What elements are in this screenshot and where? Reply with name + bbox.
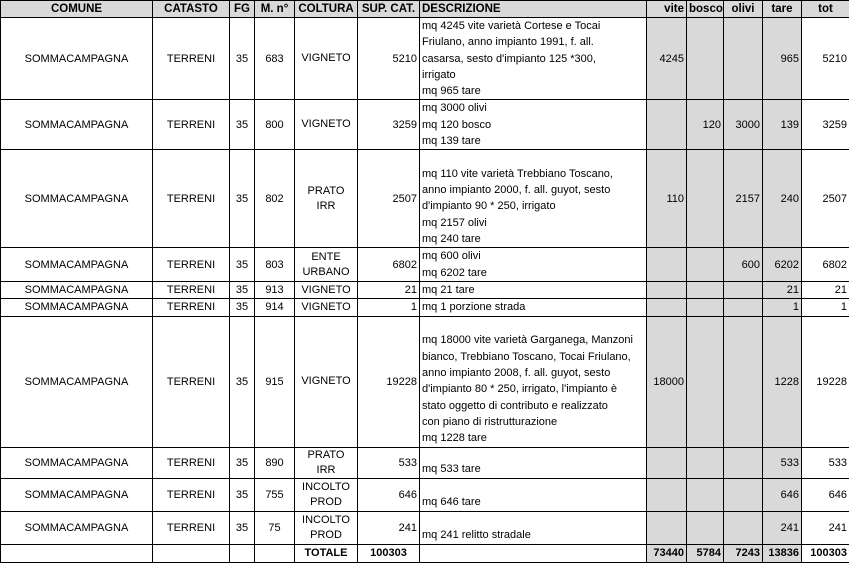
cell-tot: 19228	[802, 316, 849, 447]
cell-comune: SOMMACAMPAGNA	[1, 299, 153, 316]
cell-fg: 35	[230, 299, 255, 316]
cell-mn: 890	[255, 447, 295, 478]
description-line: d'impianto 90 * 250, irrigato	[422, 198, 644, 214]
cell-fg: 35	[230, 18, 255, 100]
total-olivi: 7243	[724, 544, 763, 562]
cell-olivi	[724, 447, 763, 478]
description-line: mq 646 tare	[422, 494, 644, 510]
description-line: stato oggetto di contributo e realizzato	[422, 398, 644, 414]
cell-olivi	[724, 511, 763, 544]
description-line: bianco, Trebbiano Toscano, Tocai Friulano,	[422, 349, 644, 365]
cell-descrizione	[420, 316, 647, 447]
cell-mn: 755	[255, 478, 295, 511]
description-line: mq 3000 olivi	[422, 100, 644, 116]
cell-bosco	[687, 299, 724, 316]
cell-sup: 19228	[358, 316, 420, 447]
cell-mn: 914	[255, 299, 295, 316]
header-bosco: bosco	[687, 1, 724, 18]
cell-coltura: ENTE URBANO	[295, 248, 358, 282]
description-line: mq 533 tare	[422, 461, 644, 477]
cell-sup: 3259	[358, 100, 420, 150]
total-bosco: 5784	[687, 544, 724, 562]
cell-comune: SOMMACAMPAGNA	[1, 100, 153, 150]
cell-sup: 533	[358, 447, 420, 478]
cell-comune: SOMMACAMPAGNA	[1, 316, 153, 447]
cell-comune: SOMMACAMPAGNA	[1, 150, 153, 248]
cell-bosco	[687, 447, 724, 478]
cell-coltura: PRATO IRR	[295, 447, 358, 478]
cell-catasto: TERRENI	[153, 281, 230, 298]
table-row	[1, 150, 849, 248]
cell-tot: 1	[802, 299, 849, 316]
cell-mn: 75	[255, 511, 295, 544]
cell-tot: 3259	[802, 100, 849, 150]
cell-bosco	[687, 248, 724, 282]
cell-tare: 1228	[763, 316, 802, 447]
description-line: mq 18000 vite varietà Garganega, Manzoni	[422, 332, 644, 348]
cell-olivi	[724, 299, 763, 316]
cell-fg: 35	[230, 511, 255, 544]
cell-coltura: VIGNETO	[295, 316, 358, 447]
cell-mn: 913	[255, 281, 295, 298]
cell-mn: 800	[255, 100, 295, 150]
description-line: anno impianto 2008, f. all. guyot, sesto	[422, 365, 644, 381]
totals-row	[1, 544, 849, 562]
cell-tare: 6202	[763, 248, 802, 282]
cell-coltura: PRATO IRR	[295, 150, 358, 248]
header-vite: vite	[647, 1, 687, 18]
cell-catasto: TERRENI	[153, 18, 230, 100]
cell-coltura: INCOLTO PROD	[295, 511, 358, 544]
cell-vite	[647, 447, 687, 478]
cell-coltura: VIGNETO	[295, 100, 358, 150]
cell-tare: 533	[763, 447, 802, 478]
cell-vite: 110	[647, 150, 687, 248]
cell-comune: SOMMACAMPAGNA	[1, 18, 153, 100]
total-sup: 100303	[358, 544, 420, 562]
cell-tare: 21	[763, 281, 802, 298]
cell-tot: 5210	[802, 18, 849, 100]
total-label: TOTALE	[295, 544, 358, 562]
table-row	[1, 281, 849, 298]
cell-tot: 241	[802, 511, 849, 544]
cell-catasto: TERRENI	[153, 100, 230, 150]
cell-bosco	[687, 478, 724, 511]
cell-fg: 35	[230, 316, 255, 447]
cell-tot: 533	[802, 447, 849, 478]
description-line: mq 241 relitto stradale	[422, 527, 644, 543]
table-row	[1, 18, 849, 100]
cell-vite	[647, 100, 687, 150]
table-row	[1, 316, 849, 447]
cell-tare: 139	[763, 100, 802, 150]
header-fg: FG	[230, 1, 255, 18]
table-row	[1, 447, 849, 478]
table-row	[1, 100, 849, 150]
table-row	[1, 299, 849, 316]
description-line: mq 110 vite varietà Trebbiano Toscano,	[422, 166, 644, 182]
cell-tot: 2507	[802, 150, 849, 248]
total-tare: 13836	[763, 544, 802, 562]
table-row	[1, 248, 849, 282]
total-empty	[255, 544, 295, 562]
cell-olivi	[724, 478, 763, 511]
description-line: con piano di ristrutturazione	[422, 414, 644, 430]
cell-mn: 915	[255, 316, 295, 447]
description-line: d'impianto 80 * 250, irrigato, l'impianto è	[422, 381, 644, 397]
description-line: mq 1 porzione strada	[422, 299, 644, 315]
cell-vite	[647, 299, 687, 316]
cell-descrizione	[420, 478, 647, 511]
cell-mn: 802	[255, 150, 295, 248]
cell-bosco	[687, 511, 724, 544]
cell-tot: 6802	[802, 248, 849, 282]
total-empty	[1, 544, 153, 562]
cell-sup: 646	[358, 478, 420, 511]
description-line: mq 1228 tare	[422, 430, 644, 446]
description-line: Friulano, anno impianto 1991, f. all.	[422, 34, 644, 50]
description-line: mq 21 tare	[422, 282, 644, 298]
total-empty	[420, 544, 647, 562]
cell-mn: 803	[255, 248, 295, 282]
header-tare: tare	[763, 1, 802, 18]
cell-catasto: TERRENI	[153, 248, 230, 282]
cell-catasto: TERRENI	[153, 447, 230, 478]
cell-tare: 240	[763, 150, 802, 248]
description-line: mq 2157 olivi	[422, 215, 644, 231]
cell-olivi	[724, 18, 763, 100]
cell-comune: SOMMACAMPAGNA	[1, 511, 153, 544]
total-empty	[153, 544, 230, 562]
cell-bosco	[687, 316, 724, 447]
header-comune: COMUNE	[1, 1, 153, 18]
description-line: irrigato	[422, 67, 644, 83]
total-empty	[230, 544, 255, 562]
description-line: mq 600 olivi	[422, 248, 644, 264]
cell-descrizione	[420, 511, 647, 544]
cell-catasto: TERRENI	[153, 150, 230, 248]
header-olivi: olivi	[724, 1, 763, 18]
cell-fg: 35	[230, 281, 255, 298]
description-line: mq 965 tare	[422, 83, 644, 99]
cell-olivi	[724, 281, 763, 298]
cell-descrizione	[420, 100, 647, 150]
cell-vite	[647, 281, 687, 298]
cell-fg: 35	[230, 478, 255, 511]
cell-bosco	[687, 18, 724, 100]
cell-comune: SOMMACAMPAGNA	[1, 248, 153, 282]
cell-vite	[647, 248, 687, 282]
total-tot: 100303	[802, 544, 849, 562]
cell-fg: 35	[230, 248, 255, 282]
total-vite: 73440	[647, 544, 687, 562]
cell-descrizione	[420, 18, 647, 100]
cell-olivi: 3000	[724, 100, 763, 150]
cell-coltura: VIGNETO	[295, 299, 358, 316]
cell-comune: SOMMACAMPAGNA	[1, 478, 153, 511]
cell-descrizione	[420, 281, 647, 298]
cell-fg: 35	[230, 100, 255, 150]
cell-fg: 35	[230, 150, 255, 248]
cell-olivi	[724, 316, 763, 447]
cell-vite	[647, 478, 687, 511]
cell-bosco	[687, 150, 724, 248]
header-sup: SUP. CAT.	[358, 1, 420, 18]
cell-olivi: 600	[724, 248, 763, 282]
header-tot: tot	[802, 1, 849, 18]
table-row	[1, 511, 849, 544]
cell-catasto: TERRENI	[153, 478, 230, 511]
description-line: casarsa, sesto d'impianto 125 *300,	[422, 51, 644, 67]
cell-descrizione	[420, 447, 647, 478]
header-row	[1, 1, 849, 18]
cell-coltura: VIGNETO	[295, 18, 358, 100]
cell-sup: 241	[358, 511, 420, 544]
cell-vite: 4245	[647, 18, 687, 100]
description-line: mq 240 tare	[422, 231, 644, 247]
description-line: mq 120 bosco	[422, 117, 644, 133]
cell-sup: 21	[358, 281, 420, 298]
cell-bosco	[687, 281, 724, 298]
cell-coltura: INCOLTO PROD	[295, 478, 358, 511]
cell-tare: 646	[763, 478, 802, 511]
cell-descrizione	[420, 150, 647, 248]
cell-fg: 35	[230, 447, 255, 478]
cell-olivi: 2157	[724, 150, 763, 248]
description-line: mq 139 tare	[422, 133, 644, 149]
cell-tare: 1	[763, 299, 802, 316]
cell-tare: 241	[763, 511, 802, 544]
cell-bosco: 120	[687, 100, 724, 150]
cell-sup: 1	[358, 299, 420, 316]
cell-sup: 6802	[358, 248, 420, 282]
header-catasto: CATASTO	[153, 1, 230, 18]
cell-tare: 965	[763, 18, 802, 100]
cell-catasto: TERRENI	[153, 511, 230, 544]
header-coltura: COLTURA	[295, 1, 358, 18]
cell-tot: 646	[802, 478, 849, 511]
cell-catasto: TERRENI	[153, 299, 230, 316]
cell-sup: 2507	[358, 150, 420, 248]
description-line: anno impianto 2000, f. all. guyot, sesto	[422, 182, 644, 198]
cell-vite	[647, 511, 687, 544]
cell-comune: SOMMACAMPAGNA	[1, 281, 153, 298]
cell-vite: 18000	[647, 316, 687, 447]
cell-descrizione	[420, 299, 647, 316]
cell-sup: 5210	[358, 18, 420, 100]
header-mn: M. n°	[255, 1, 295, 18]
cell-comune: SOMMACAMPAGNA	[1, 447, 153, 478]
cell-coltura: VIGNETO	[295, 281, 358, 298]
cell-catasto: TERRENI	[153, 316, 230, 447]
description-line: mq 6202 tare	[422, 265, 644, 281]
cell-tot: 21	[802, 281, 849, 298]
table-row	[1, 478, 849, 511]
cell-descrizione	[420, 248, 647, 282]
cell-mn: 683	[255, 18, 295, 100]
description-line: mq 4245 vite varietà Cortese e Tocai	[422, 18, 644, 34]
header-descrizione: DESCRIZIONE	[420, 1, 647, 18]
